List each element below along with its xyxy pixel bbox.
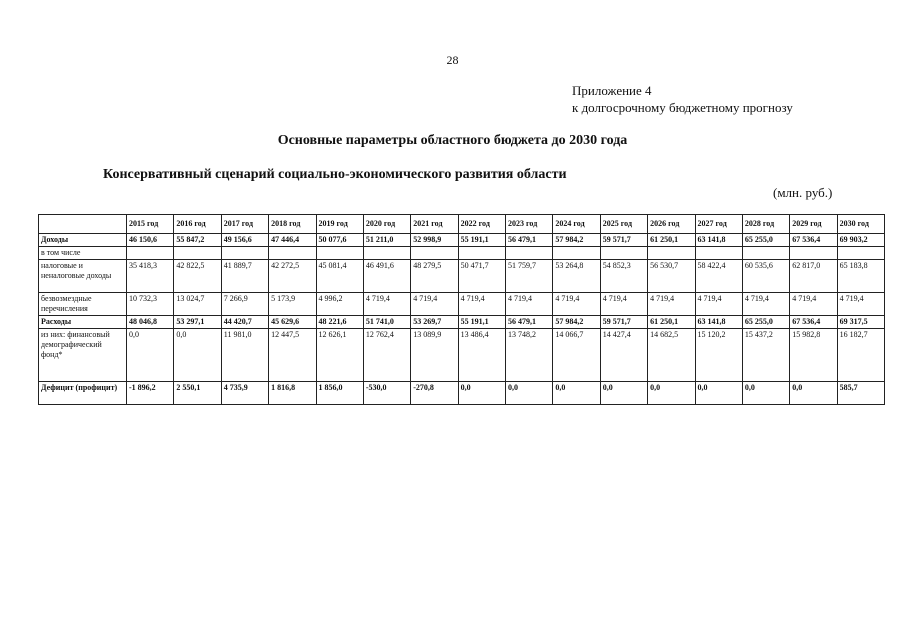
table-cell: 35 418,3 [127,260,174,293]
table-cell: 15 437,2 [742,329,789,382]
table-cell: 16 182,7 [837,329,884,382]
table-row [39,260,885,293]
table-cell: 41 889,7 [221,260,268,293]
header-year: 2027 год [695,215,742,234]
table-cell: 0,0 [553,382,600,405]
table-cell: 65 255,0 [742,234,789,247]
row-label: из них: финансовый демографический фонд* [39,329,127,382]
row-label: налоговые и неналоговые доходы [39,260,127,293]
appendix-line-2: к долгосрочному бюджетному прогнозу [572,100,793,115]
table-cell: 4 719,4 [506,293,553,316]
table-cell: 53 297,1 [174,316,221,329]
table-cell: 63 141,8 [695,234,742,247]
table-cell: 15 120,2 [695,329,742,382]
table-cell: 14 427,4 [600,329,647,382]
table-cell: 0,0 [648,382,695,405]
table-cell: 54 852,3 [600,260,647,293]
table-cell: 55 191,1 [458,234,505,247]
table-row [39,247,885,260]
table-cell [553,247,600,260]
table-cell: 4 719,4 [553,293,600,316]
table-cell: 13 486,4 [458,329,505,382]
table-cell: 61 250,1 [648,234,695,247]
table-cell: 69 317,5 [837,316,884,329]
table-cell: 0,0 [790,382,837,405]
row-label: Доходы [39,234,127,247]
table-cell: -1 896,2 [127,382,174,405]
header-year: 2028 год [742,215,789,234]
table-cell: 48 046,8 [127,316,174,329]
table-cell: 4 719,4 [648,293,695,316]
header-year: 2017 год [221,215,268,234]
table-cell: 59 571,7 [600,234,647,247]
table-cell: 49 156,6 [221,234,268,247]
table-cell: 55 191,1 [458,316,505,329]
table-cell: 2 550,1 [174,382,221,405]
table-cell [221,247,268,260]
table-cell: 55 847,2 [174,234,221,247]
table-cell: 42 822,5 [174,260,221,293]
header-year: 2020 год [363,215,410,234]
table-cell: 4 719,4 [742,293,789,316]
header-year: 2015 год [127,215,174,234]
table-cell: 57 984,2 [553,234,600,247]
scenario-subtitle: Консервативный сценарий социально-экономического развития области [103,167,567,182]
table-cell: 62 817,0 [790,260,837,293]
row-label: Дефицит (профицит) [39,382,127,405]
table-cell: 45 081,4 [316,260,363,293]
table-header-row [39,215,885,234]
table-cell: 13 089,9 [411,329,458,382]
table-cell: 56 479,1 [506,234,553,247]
table-cell: 0,0 [600,382,647,405]
table-cell [648,247,695,260]
document-title: Основные параметры областного бюджета до 2030 года [277,133,628,148]
table-cell: 585,7 [837,382,884,405]
table-cell: 46 491,6 [363,260,410,293]
table-cell: 51 211,0 [363,234,410,247]
table-cell: 56 530,7 [648,260,695,293]
appendix-note [572,82,793,116]
table-cell [600,247,647,260]
table-cell: 53 264,8 [553,260,600,293]
table-cell [174,247,221,260]
table-cell: 48 279,5 [411,260,458,293]
table-cell: 13 024,7 [174,293,221,316]
table-cell [837,247,884,260]
table-cell [742,247,789,260]
row-label: Расходы [39,316,127,329]
table-cell: 0,0 [127,329,174,382]
table-cell: 12 447,5 [269,329,316,382]
header-year: 2019 год [316,215,363,234]
table-cell [458,247,505,260]
table-cell: 1 816,8 [269,382,316,405]
table-cell: 0,0 [695,382,742,405]
table-row [39,329,885,382]
table-row [39,316,885,329]
table-cell: 53 269,7 [411,316,458,329]
table-cell: 4 735,9 [221,382,268,405]
table-cell: 0,0 [506,382,553,405]
row-label: в том числе [39,247,127,260]
table-cell: 42 272,5 [269,260,316,293]
header-empty-cell [39,215,127,234]
table-cell: 57 984,2 [553,316,600,329]
header-year: 2025 год [600,215,647,234]
header-year: 2026 год [648,215,695,234]
table-cell: 11 981,0 [221,329,268,382]
appendix-line-1: Приложение 4 [572,83,652,98]
header-year: 2029 год [790,215,837,234]
table-row [39,293,885,316]
table-cell [790,247,837,260]
table-cell: 13 748,2 [506,329,553,382]
table-cell [269,247,316,260]
table-cell: 0,0 [742,382,789,405]
table-row [39,234,885,247]
table-cell: 0,0 [458,382,505,405]
table-cell: 58 422,4 [695,260,742,293]
table-cell: 48 221,6 [316,316,363,329]
table-cell [695,247,742,260]
table-cell: 47 446,4 [269,234,316,247]
table-cell: 45 629,6 [269,316,316,329]
table-cell: 52 998,9 [411,234,458,247]
table-cell: 51 759,7 [506,260,553,293]
table-cell: 10 732,3 [127,293,174,316]
table-cell: 4 719,4 [695,293,742,316]
table-cell: 5 173,9 [269,293,316,316]
table-cell [411,247,458,260]
table-cell: 51 741,0 [363,316,410,329]
table-cell: -530,0 [363,382,410,405]
table-cell: 4 719,4 [411,293,458,316]
table-cell [363,247,410,260]
table-cell: 4 719,4 [458,293,505,316]
table-cell: 4 996,2 [316,293,363,316]
header-year: 2021 год [411,215,458,234]
header-year: 2016 год [174,215,221,234]
table-row [39,382,885,405]
row-label: безвозмездные перечисления [39,293,127,316]
table-cell: 67 536,4 [790,234,837,247]
page-number: 28 [446,53,459,67]
table-cell: 46 150,6 [127,234,174,247]
table-cell: 44 420,7 [221,316,268,329]
table-cell: 56 479,1 [506,316,553,329]
units-label: (млн. руб.) [773,185,833,200]
table-cell: -270,8 [411,382,458,405]
table-cell: 65 255,0 [742,316,789,329]
header-year: 2018 год [269,215,316,234]
table-cell: 4 719,4 [600,293,647,316]
table-cell: 4 719,4 [363,293,410,316]
table-cell: 50 471,7 [458,260,505,293]
table-cell [506,247,553,260]
table-cell: 61 250,1 [648,316,695,329]
table-cell: 14 066,7 [553,329,600,382]
table-cell [316,247,363,260]
table-cell: 1 856,0 [316,382,363,405]
header-year: 2023 год [506,215,553,234]
table-cell: 59 571,7 [600,316,647,329]
table-cell [127,247,174,260]
table-cell: 4 719,4 [837,293,884,316]
table-cell: 50 077,6 [316,234,363,247]
header-year: 2030 год [837,215,884,234]
header-year: 2022 год [458,215,505,234]
table-cell: 67 536,4 [790,316,837,329]
header-year: 2024 год [553,215,600,234]
budget-table [38,214,885,405]
table-cell: 4 719,4 [790,293,837,316]
table-cell: 60 535,6 [742,260,789,293]
table-cell: 7 266,9 [221,293,268,316]
table-cell: 12 762,4 [363,329,410,382]
table-cell: 63 141,8 [695,316,742,329]
table-cell: 15 982,8 [790,329,837,382]
table-cell: 12 626,1 [316,329,363,382]
table-cell: 69 903,2 [837,234,884,247]
table-cell: 0,0 [174,329,221,382]
table-cell: 14 682,5 [648,329,695,382]
table-cell: 65 183,8 [837,260,884,293]
